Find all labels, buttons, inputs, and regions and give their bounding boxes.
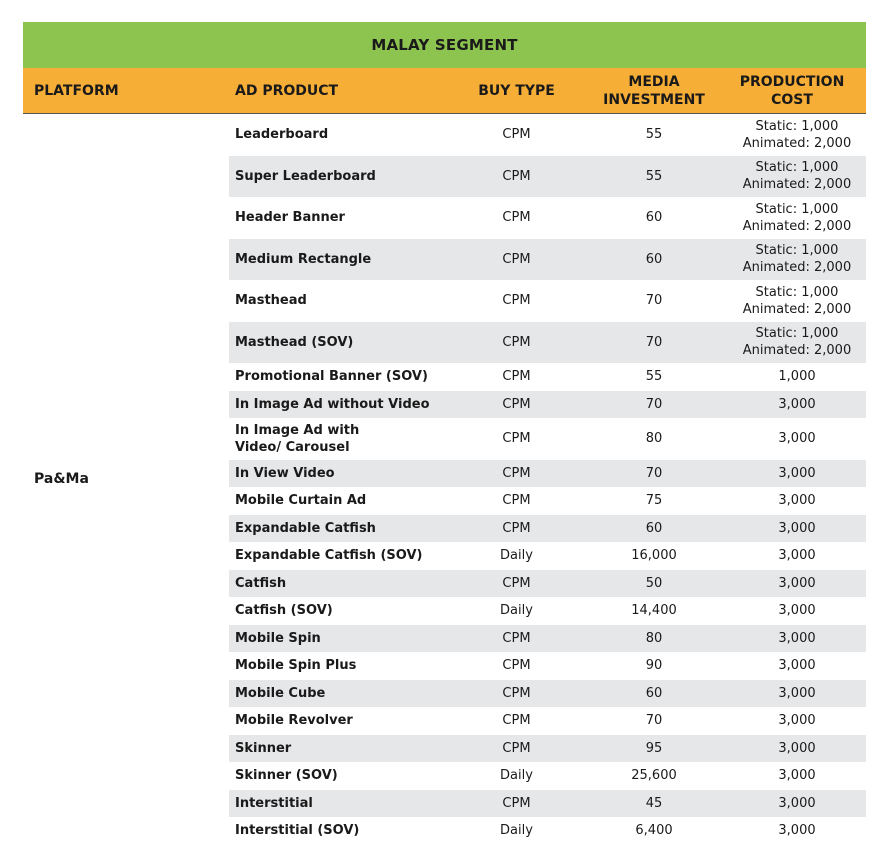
media-investment-cell: 80 <box>645 630 663 646</box>
ad-product-cell: Promotional Banner (SOV) <box>235 369 428 385</box>
table-row <box>229 762 866 790</box>
table-row <box>229 790 866 818</box>
buy-type-cell: CPM <box>502 740 531 756</box>
table-row <box>229 322 866 364</box>
ad-product-cell: In View Video <box>235 465 335 481</box>
buy-type-cell: Daily <box>500 823 533 839</box>
buy-type-cell: CPM <box>502 465 531 481</box>
production-cost-cell: 1,000 <box>778 369 816 385</box>
media-investment-cell: 55 <box>645 127 663 143</box>
table-row <box>229 114 866 156</box>
media-investment-cell: 6,400 <box>635 823 673 839</box>
buy-type-cell: Daily <box>500 548 533 564</box>
buy-type-cell: Daily <box>500 768 533 784</box>
header-buy-type: BUY TYPE <box>478 82 555 99</box>
table-row <box>229 542 866 570</box>
production-cost-cell: 3,000 <box>778 795 816 811</box>
ad-product-cell: Masthead (SOV) <box>235 334 354 350</box>
table-row <box>229 652 866 680</box>
media-investment-cell: 60 <box>645 520 663 536</box>
ad-product-cell: Skinner (SOV) <box>235 768 338 784</box>
media-investment-cell: 45 <box>645 795 663 811</box>
ad-product-cell: Mobile Spin Plus <box>235 658 357 674</box>
table-row <box>229 597 866 625</box>
media-investment-cell: 14,400 <box>631 603 677 619</box>
buy-type-cell: CPM <box>502 630 531 646</box>
production-cost-cell: Static: 1,000 Animated: 2,000 <box>742 201 852 234</box>
header-media-investment: MEDIA INVESTMENT <box>603 73 705 108</box>
table-row <box>229 239 866 281</box>
production-cost-cell: 3,000 <box>778 658 816 674</box>
table-header <box>23 68 866 114</box>
table-row <box>229 817 866 845</box>
ad-product-cell: Super Leaderboard <box>235 168 376 184</box>
table-row <box>229 625 866 653</box>
media-investment-cell: 80 <box>645 431 663 447</box>
buy-type-cell: CPM <box>502 168 531 184</box>
production-cost-cell: 3,000 <box>778 575 816 591</box>
buy-type-cell: CPM <box>502 396 531 412</box>
media-investment-cell: 70 <box>645 334 663 350</box>
ad-product-cell: Interstitial (SOV) <box>235 823 360 839</box>
production-cost-cell: 3,000 <box>778 768 816 784</box>
production-cost-cell: Static: 1,000 Animated: 2,000 <box>742 160 852 193</box>
rate-card-table <box>23 22 866 845</box>
production-cost-cell: 3,000 <box>778 685 816 701</box>
ad-product-cell: Expandable Catfish (SOV) <box>235 548 423 564</box>
ad-product-cell: In Image Ad with Video/ Carousel <box>235 422 360 455</box>
table-row <box>229 280 866 322</box>
ad-product-cell: Header Banner <box>235 210 345 226</box>
media-investment-cell: 60 <box>645 685 663 701</box>
buy-type-cell: CPM <box>502 431 531 447</box>
media-investment-cell: 70 <box>645 396 663 412</box>
buy-type-cell: CPM <box>502 520 531 536</box>
ad-product-cell: Masthead <box>235 293 307 309</box>
buy-type-cell: CPM <box>502 293 531 309</box>
table-row <box>229 363 866 391</box>
header-ad-product: AD PRODUCT <box>235 82 339 99</box>
buy-type-cell: CPM <box>502 334 531 350</box>
buy-type-cell: CPM <box>502 795 531 811</box>
buy-type-cell: CPM <box>502 210 531 226</box>
production-cost-cell: 3,000 <box>778 431 816 447</box>
media-investment-cell: 50 <box>645 575 663 591</box>
production-cost-cell: Static: 1,000 Animated: 2,000 <box>742 118 852 151</box>
ad-product-cell: Interstitial <box>235 795 313 811</box>
table-row <box>229 487 866 515</box>
media-investment-cell: 55 <box>645 168 663 184</box>
media-investment-cell: 16,000 <box>631 548 677 564</box>
buy-type-cell: CPM <box>502 713 531 729</box>
ad-product-cell: Leaderboard <box>235 127 329 143</box>
media-investment-cell: 95 <box>645 740 663 756</box>
buy-type-cell: CPM <box>502 369 531 385</box>
ad-product-cell: Medium Rectangle <box>235 251 372 267</box>
production-cost-cell: 3,000 <box>778 713 816 729</box>
production-cost-cell: 3,000 <box>778 520 816 536</box>
header-production-cost: PRODUCTION COST <box>739 73 845 108</box>
media-investment-cell: 70 <box>645 713 663 729</box>
ad-product-cell: Mobile Curtain Ad <box>235 493 367 509</box>
production-cost-cell: Static: 1,000 Animated: 2,000 <box>742 243 852 276</box>
ad-product-cell: Mobile Cube <box>235 685 326 701</box>
production-cost-cell: 3,000 <box>778 396 816 412</box>
media-investment-cell: 55 <box>645 369 663 385</box>
table-row <box>229 460 866 488</box>
buy-type-cell: CPM <box>502 575 531 591</box>
production-cost-cell: 3,000 <box>778 740 816 756</box>
table-row <box>229 515 866 543</box>
table-row <box>229 707 866 735</box>
production-cost-cell: 3,000 <box>778 493 816 509</box>
ad-product-cell: Expandable Catfish <box>235 520 376 536</box>
table-row <box>229 680 866 708</box>
buy-type-cell: Daily <box>500 603 533 619</box>
production-cost-cell: 3,000 <box>778 823 816 839</box>
table-row <box>229 197 866 239</box>
ad-product-cell: In Image Ad without Video <box>235 396 430 412</box>
production-cost-cell: 3,000 <box>778 603 816 619</box>
segment-title: MALAY SEGMENT <box>23 22 866 68</box>
buy-type-cell: CPM <box>502 685 531 701</box>
ad-product-cell: Catfish (SOV) <box>235 603 333 619</box>
media-investment-cell: 70 <box>645 465 663 481</box>
media-investment-cell: 60 <box>645 210 663 226</box>
media-investment-cell: 90 <box>645 658 663 674</box>
ad-product-cell: Skinner <box>235 740 292 756</box>
media-investment-cell: 60 <box>645 251 663 267</box>
media-investment-cell: 70 <box>645 293 663 309</box>
buy-type-cell: CPM <box>502 493 531 509</box>
production-cost-cell: Static: 1,000 Animated: 2,000 <box>742 326 852 359</box>
platform-cell: Pa&Ma <box>34 471 89 488</box>
production-cost-cell: 3,000 <box>778 465 816 481</box>
production-cost-cell: 3,000 <box>778 548 816 564</box>
table-row <box>229 735 866 763</box>
table-body <box>23 114 866 845</box>
header-platform: PLATFORM <box>34 82 119 99</box>
table-row <box>229 418 866 460</box>
buy-type-cell: CPM <box>502 658 531 674</box>
production-cost-cell: Static: 1,000 Animated: 2,000 <box>742 284 852 317</box>
ad-product-cell: Mobile Spin <box>235 630 321 646</box>
ad-product-cell: Catfish <box>235 575 287 591</box>
ad-product-cell: Mobile Revolver <box>235 713 353 729</box>
table-row <box>229 570 866 598</box>
table-rows <box>229 114 866 845</box>
buy-type-cell: CPM <box>502 127 531 143</box>
media-investment-cell: 75 <box>645 493 663 509</box>
table-row <box>229 156 866 198</box>
table-row <box>229 391 866 419</box>
production-cost-cell: 3,000 <box>778 630 816 646</box>
buy-type-cell: CPM <box>502 251 531 267</box>
media-investment-cell: 25,600 <box>631 768 677 784</box>
